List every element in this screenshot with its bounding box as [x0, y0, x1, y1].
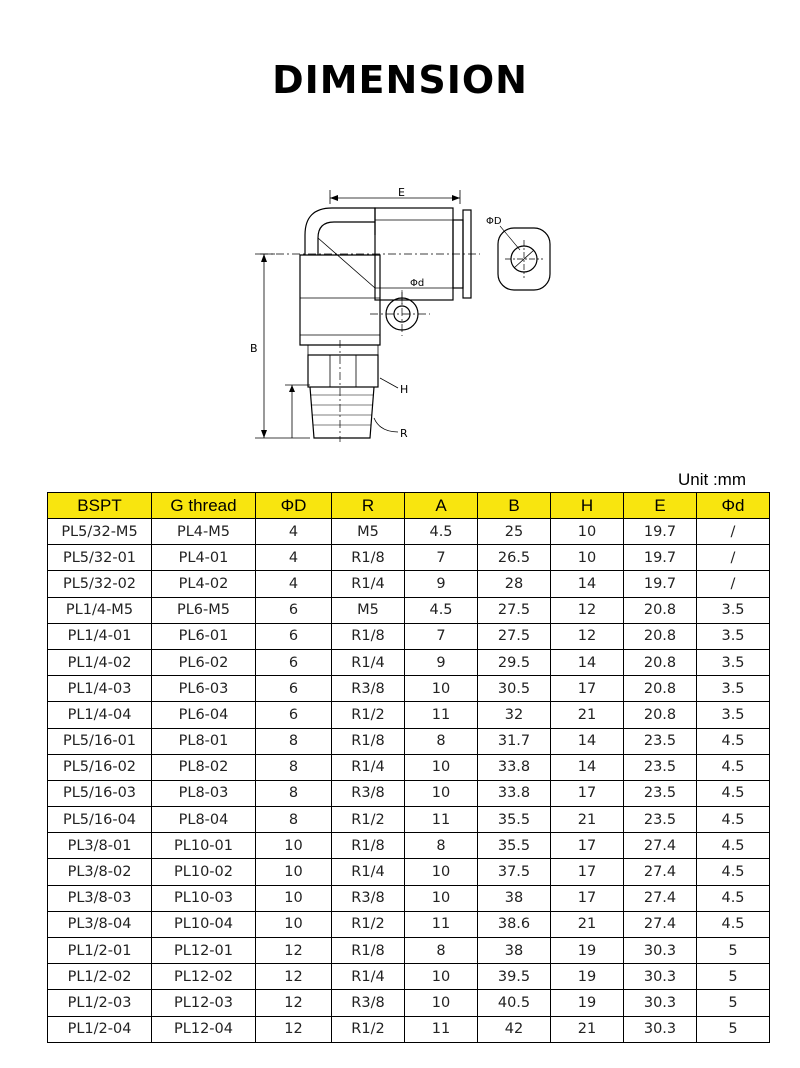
table-cell: R1/4 [332, 964, 405, 990]
table-cell: 6 [256, 623, 332, 649]
table-cell: 4.5 [405, 597, 478, 623]
table-cell: 14 [551, 649, 624, 675]
table-cell: 21 [551, 911, 624, 937]
table-cell: 8 [256, 754, 332, 780]
table-row [48, 964, 770, 990]
table-cell: PL5/16-01 [48, 728, 152, 754]
table-cell: 11 [405, 1016, 478, 1042]
table-cell: 11 [405, 807, 478, 833]
table-row [48, 1016, 770, 1042]
table-cell: PL10-01 [152, 833, 256, 859]
table-cell: 6 [256, 676, 332, 702]
table-cell: 10 [405, 859, 478, 885]
table-cell: PL6-M5 [152, 597, 256, 623]
table-cell: PL12-01 [152, 938, 256, 964]
table-cell: PL5/32-02 [48, 571, 152, 597]
table-row [48, 885, 770, 911]
table-cell: PL8-04 [152, 807, 256, 833]
table-cell: 20.8 [624, 623, 697, 649]
table-cell: 4.5 [405, 519, 478, 545]
table-cell: 28 [478, 571, 551, 597]
header-R: R [332, 493, 405, 519]
table-row [48, 623, 770, 649]
table-cell: PL3/8-01 [48, 833, 152, 859]
table-cell: PL8-02 [152, 754, 256, 780]
table-cell: PL8-03 [152, 780, 256, 806]
table-cell: R3/8 [332, 780, 405, 806]
table-cell: 7 [405, 545, 478, 571]
table-cell: 3.5 [697, 597, 770, 623]
table-cell: / [697, 571, 770, 597]
table-cell: 6 [256, 597, 332, 623]
table-cell: 5 [697, 1016, 770, 1042]
table-cell: 29.5 [478, 649, 551, 675]
table-cell: M5 [332, 597, 405, 623]
table-cell: 27.5 [478, 597, 551, 623]
table-cell: 32 [478, 702, 551, 728]
header-A: A [405, 493, 478, 519]
table-cell: 8 [256, 807, 332, 833]
table-cell: M5 [332, 519, 405, 545]
table-cell: R1/8 [332, 623, 405, 649]
table-cell: 5 [697, 990, 770, 1016]
table-cell: 40.5 [478, 990, 551, 1016]
table-cell: 17 [551, 676, 624, 702]
table-cell: 20.8 [624, 676, 697, 702]
table-cell: 17 [551, 780, 624, 806]
label-phi-D: ΦD [486, 216, 502, 227]
table-cell: R1/4 [332, 571, 405, 597]
table-cell: 4.5 [697, 859, 770, 885]
table-cell: 14 [551, 571, 624, 597]
table-cell: 23.5 [624, 780, 697, 806]
table-cell: PL5/32-M5 [48, 519, 152, 545]
table-row [48, 676, 770, 702]
table-cell: PL1/4-01 [48, 623, 152, 649]
table-cell: 10 [256, 859, 332, 885]
table-row [48, 938, 770, 964]
table-cell: 20.8 [624, 702, 697, 728]
table-cell: PL8-01 [152, 728, 256, 754]
table-cell: 3.5 [697, 702, 770, 728]
page-title: DIMENSION [272, 58, 528, 102]
table-cell: PL3/8-02 [48, 859, 152, 885]
label-E: E [398, 186, 405, 199]
table-cell: 39.5 [478, 964, 551, 990]
table-cell: 5 [697, 964, 770, 990]
table-row [48, 859, 770, 885]
table-cell: 7 [405, 623, 478, 649]
label-phi-d: Φd [410, 278, 425, 289]
table-cell: 35.5 [478, 807, 551, 833]
table-cell: 30.3 [624, 964, 697, 990]
table-cell: PL1/4-02 [48, 649, 152, 675]
table-cell: 20.8 [624, 597, 697, 623]
table-cell: PL4-02 [152, 571, 256, 597]
table-cell: R1/2 [332, 1016, 405, 1042]
table-cell: 6 [256, 649, 332, 675]
table-cell: PL1/2-03 [48, 990, 152, 1016]
table-cell: PL12-03 [152, 990, 256, 1016]
table-cell: R1/8 [332, 728, 405, 754]
table-cell: 5 [697, 938, 770, 964]
table-cell: 23.5 [624, 807, 697, 833]
table-cell: PL4-01 [152, 545, 256, 571]
table-cell: PL1/4-04 [48, 702, 152, 728]
table-cell: 4.5 [697, 911, 770, 937]
table-cell: 11 [405, 702, 478, 728]
table-row [48, 571, 770, 597]
table-cell: 27.4 [624, 833, 697, 859]
table-cell: 4.5 [697, 807, 770, 833]
table-cell: 31.7 [478, 728, 551, 754]
table-cell: R1/8 [332, 545, 405, 571]
table-row [48, 702, 770, 728]
table-cell: 4.5 [697, 885, 770, 911]
table-cell: R1/2 [332, 702, 405, 728]
table-cell: 27.4 [624, 859, 697, 885]
table-cell: 3.5 [697, 623, 770, 649]
table-cell: 8 [405, 833, 478, 859]
table-cell: 21 [551, 702, 624, 728]
label-B: B [250, 342, 258, 355]
table-cell: 17 [551, 859, 624, 885]
table-cell: 4.5 [697, 728, 770, 754]
table-cell: 4 [256, 571, 332, 597]
table-cell: R3/8 [332, 990, 405, 1016]
table-cell: PL6-03 [152, 676, 256, 702]
table-cell: R1/4 [332, 859, 405, 885]
table-cell: 27.4 [624, 911, 697, 937]
header-phi-D: ΦD [256, 493, 332, 519]
table-cell: 12 [256, 938, 332, 964]
table-cell: 10 [405, 754, 478, 780]
header-g-thread: G thread [152, 493, 256, 519]
table-cell: PL4-M5 [152, 519, 256, 545]
table-cell: PL6-02 [152, 649, 256, 675]
table-cell: 42 [478, 1016, 551, 1042]
table-cell: 19 [551, 938, 624, 964]
table-cell: 8 [256, 780, 332, 806]
table-cell: 8 [405, 728, 478, 754]
table-cell: 11 [405, 911, 478, 937]
table-cell: / [697, 545, 770, 571]
table-cell: 20.8 [624, 649, 697, 675]
table-cell: PL1/4-M5 [48, 597, 152, 623]
table-cell: 4.5 [697, 833, 770, 859]
header-B: B [478, 493, 551, 519]
elbow-fitting-diagram [230, 180, 570, 450]
table-row [48, 833, 770, 859]
table-cell: 30.5 [478, 676, 551, 702]
table-cell: 10 [405, 780, 478, 806]
table-cell: 26.5 [478, 545, 551, 571]
table-cell: R3/8 [332, 676, 405, 702]
table-cell: PL1/2-02 [48, 964, 152, 990]
table-row [48, 780, 770, 806]
table-cell: PL5/16-02 [48, 754, 152, 780]
table-cell: 14 [551, 728, 624, 754]
header-phi-d: Φd [697, 493, 770, 519]
table-cell: 17 [551, 885, 624, 911]
table-cell: 8 [256, 728, 332, 754]
table-cell: 10 [256, 833, 332, 859]
table-cell: PL5/32-01 [48, 545, 152, 571]
table-cell: 12 [551, 597, 624, 623]
table-cell: 38 [478, 885, 551, 911]
table-cell: 10 [405, 990, 478, 1016]
label-R: R [400, 427, 408, 440]
table-cell: PL5/16-03 [48, 780, 152, 806]
table-cell: 38.6 [478, 911, 551, 937]
table-cell: 19 [551, 964, 624, 990]
table-cell: 30.3 [624, 990, 697, 1016]
table-cell: 33.8 [478, 780, 551, 806]
table-cell: 19.7 [624, 571, 697, 597]
table-cell: 14 [551, 754, 624, 780]
table-cell: 19.7 [624, 519, 697, 545]
table-cell: 9 [405, 649, 478, 675]
table-row [48, 990, 770, 1016]
table-cell: PL1/4-03 [48, 676, 152, 702]
table-cell: 12 [256, 990, 332, 1016]
table-cell: 17 [551, 833, 624, 859]
table-cell: PL5/16-04 [48, 807, 152, 833]
table-cell: PL10-04 [152, 911, 256, 937]
table-cell: 10 [256, 911, 332, 937]
table-header-row [48, 493, 770, 519]
table-cell: 10 [405, 676, 478, 702]
header-bspt: BSPT [48, 493, 152, 519]
table-cell: 37.5 [478, 859, 551, 885]
table-cell: 27.5 [478, 623, 551, 649]
table-cell: 21 [551, 807, 624, 833]
table-cell: 4 [256, 519, 332, 545]
table-cell: R1/2 [332, 911, 405, 937]
table-cell: 30.3 [624, 1016, 697, 1042]
table-cell: R1/4 [332, 754, 405, 780]
table-cell: R1/8 [332, 833, 405, 859]
table-row [48, 519, 770, 545]
table-cell: 19.7 [624, 545, 697, 571]
table-row [48, 807, 770, 833]
table-row [48, 911, 770, 937]
table-cell: 8 [405, 938, 478, 964]
table-cell: 3.5 [697, 649, 770, 675]
table-cell: 27.4 [624, 885, 697, 911]
label-H: H [400, 383, 409, 396]
table-cell: / [697, 519, 770, 545]
table-cell: R1/2 [332, 807, 405, 833]
table-cell: 9 [405, 571, 478, 597]
table-cell: 3.5 [697, 676, 770, 702]
table-row [48, 597, 770, 623]
table-cell: PL6-04 [152, 702, 256, 728]
table-cell: 12 [551, 623, 624, 649]
table-cell: 10 [551, 519, 624, 545]
table-cell: 38 [478, 938, 551, 964]
table-row [48, 754, 770, 780]
table-cell: PL3/8-04 [48, 911, 152, 937]
table-cell: 10 [405, 885, 478, 911]
table-cell: 30.3 [624, 938, 697, 964]
table-body [48, 519, 770, 1043]
table-cell: R1/4 [332, 649, 405, 675]
table-cell: 21 [551, 1016, 624, 1042]
table-cell: 6 [256, 702, 332, 728]
table-cell: PL6-01 [152, 623, 256, 649]
table-cell: 33.8 [478, 754, 551, 780]
table-cell: PL1/2-04 [48, 1016, 152, 1042]
table-cell: 10 [256, 885, 332, 911]
table-row [48, 728, 770, 754]
header-E: E [624, 493, 697, 519]
table-cell: 23.5 [624, 754, 697, 780]
dimension-table [47, 492, 770, 1043]
unit-label: Unit :mm [678, 470, 746, 489]
table-cell: 4 [256, 545, 332, 571]
table-cell: 23.5 [624, 728, 697, 754]
table-cell: 10 [551, 545, 624, 571]
table-cell: 12 [256, 1016, 332, 1042]
table-cell: 12 [256, 964, 332, 990]
table-cell: PL1/2-01 [48, 938, 152, 964]
table-cell: PL10-02 [152, 859, 256, 885]
table-cell: 10 [405, 964, 478, 990]
table-cell: 4.5 [697, 754, 770, 780]
table-cell: 25 [478, 519, 551, 545]
table-cell: PL10-03 [152, 885, 256, 911]
table-cell: 19 [551, 990, 624, 1016]
table-cell: 4.5 [697, 780, 770, 806]
table-cell: PL12-04 [152, 1016, 256, 1042]
table-row [48, 545, 770, 571]
table-cell: R3/8 [332, 885, 405, 911]
table-row [48, 649, 770, 675]
table-cell: 35.5 [478, 833, 551, 859]
table-cell: PL3/8-03 [48, 885, 152, 911]
table-cell: PL12-02 [152, 964, 256, 990]
header-H: H [551, 493, 624, 519]
table-cell: R1/8 [332, 938, 405, 964]
